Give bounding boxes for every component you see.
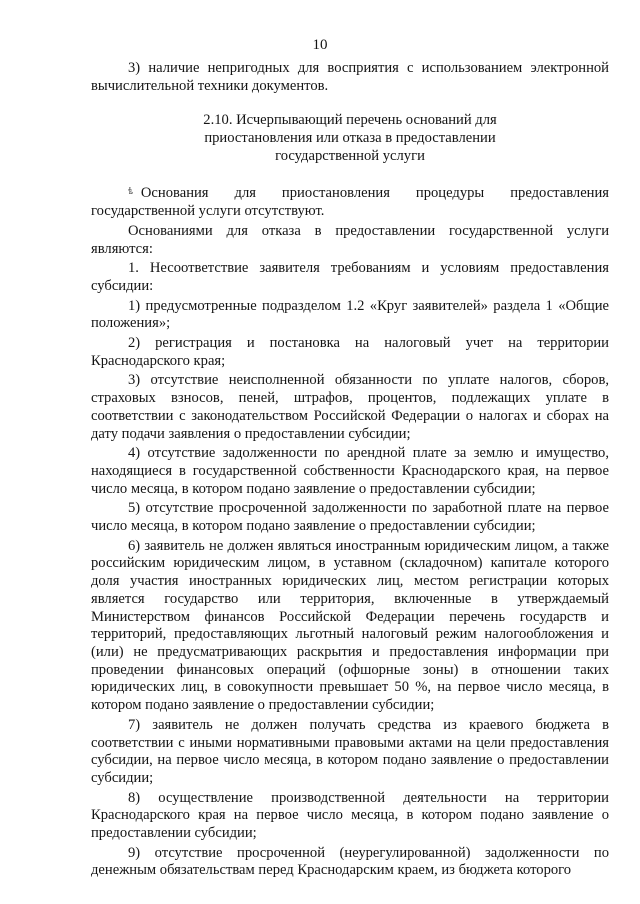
heading-line: приостановления или отказа в предоставлении bbox=[204, 130, 496, 147]
paragraph-suspension-text: Основания для приостановления процедуры предоставления государственной услуги отсутствуют. bbox=[91, 185, 609, 220]
paragraph-suspension-grounds bbox=[91, 183, 609, 220]
heading-line: 2.10. Исчерпывающий перечень оснований для bbox=[203, 112, 497, 129]
paragraph-item-1: 1. Несоответствие заявителя требованиям и условиям предоставления субсидии: bbox=[91, 260, 609, 294]
paragraph-subitem-8: 8) осуществление производственной деятельности на территории Краснодарского края на первое число месяца, в котором подано заявление о предоставлении субсидии; bbox=[91, 789, 609, 842]
paragraph-subitem-9: 9) отсутствие просроченной (неурегулированной) задолженности по денежным обязательствам перед Краснодарским краем, из бюджета которого bbox=[91, 844, 609, 879]
paragraph-subitem-6: 6) заявитель не должен являться иностранным юридическим лицом, а также российским юридическим лицом, в уставном (складочном) капитале которого доля участия иностранных юридических лиц, местом регистрации которых является государство или территория, включенные в утверждаемый Министерством финансов Российской Федерации перечень государств и территорий, предоставляющих льготный налоговый режим налогообложения и (или) не предусматривающих раскрытия и предоставления информации при проведении финансовых операций (офшорные зоны) в отношении таких юридических лиц, в совокупности превышает 50 %, на первое число месяца, в котором подано заявление о предоставлении субсидии; bbox=[91, 537, 609, 714]
paragraph-refusal-grounds: Основаниями для отказа в предоставлении государственной услуги являются: bbox=[91, 222, 609, 257]
section-heading-2-10 bbox=[131, 111, 569, 165]
paragraph-subitem-7: 7) заявитель не должен получать средства из краевого бюджета в соответствии с иными нормативными правовыми актами на цели предоставления субсидии, на первое число месяца, в котором подано заявление о предоставлении субсидии; bbox=[91, 716, 609, 786]
paragraph-subitem-3: 3) отсутствие неисполненной обязанности по уплате налогов, сборов, страховых взносов, пеней, штрафов, процентов, подлежащих уплате в соответствии с законодательством Российской Федерации о налогах и сборах на дату подачи заявления о предоставлении субсидии; bbox=[91, 372, 609, 442]
paragraph-subitem-4: 4) отсутствие задолженности по арендной плате за землю и имущество, находящиеся в государственной собственности Краснодарского края, на первое число месяца, в котором подано заявление о предоставлении субсидии; bbox=[91, 445, 609, 497]
paragraph-subitem-5: 5) отсутствие просроченной задолженности по заработной плате на первое число месяца, в котором подано заявление о предоставлении субсидии; bbox=[91, 500, 609, 535]
paragraph-subitem-2: 2) регистрация и постановка на налоговый учет на территории Краснодарского края; bbox=[91, 335, 609, 369]
heading-line: государственной услуги bbox=[275, 148, 425, 165]
document-body bbox=[91, 60, 609, 880]
page-number: 10 bbox=[312, 37, 328, 53]
paragraph-subitem-1: 1) предусмотренные подразделом 1.2 «Круг заявителей» раздела 1 «Общие положения»; bbox=[91, 297, 609, 332]
paragraph-item-3-unreadable-docs: 3) наличие непригодных для восприятия с использованием электронной вычислительной техники документов. bbox=[91, 60, 609, 94]
handwritten-mark: ѣ bbox=[128, 186, 133, 197]
